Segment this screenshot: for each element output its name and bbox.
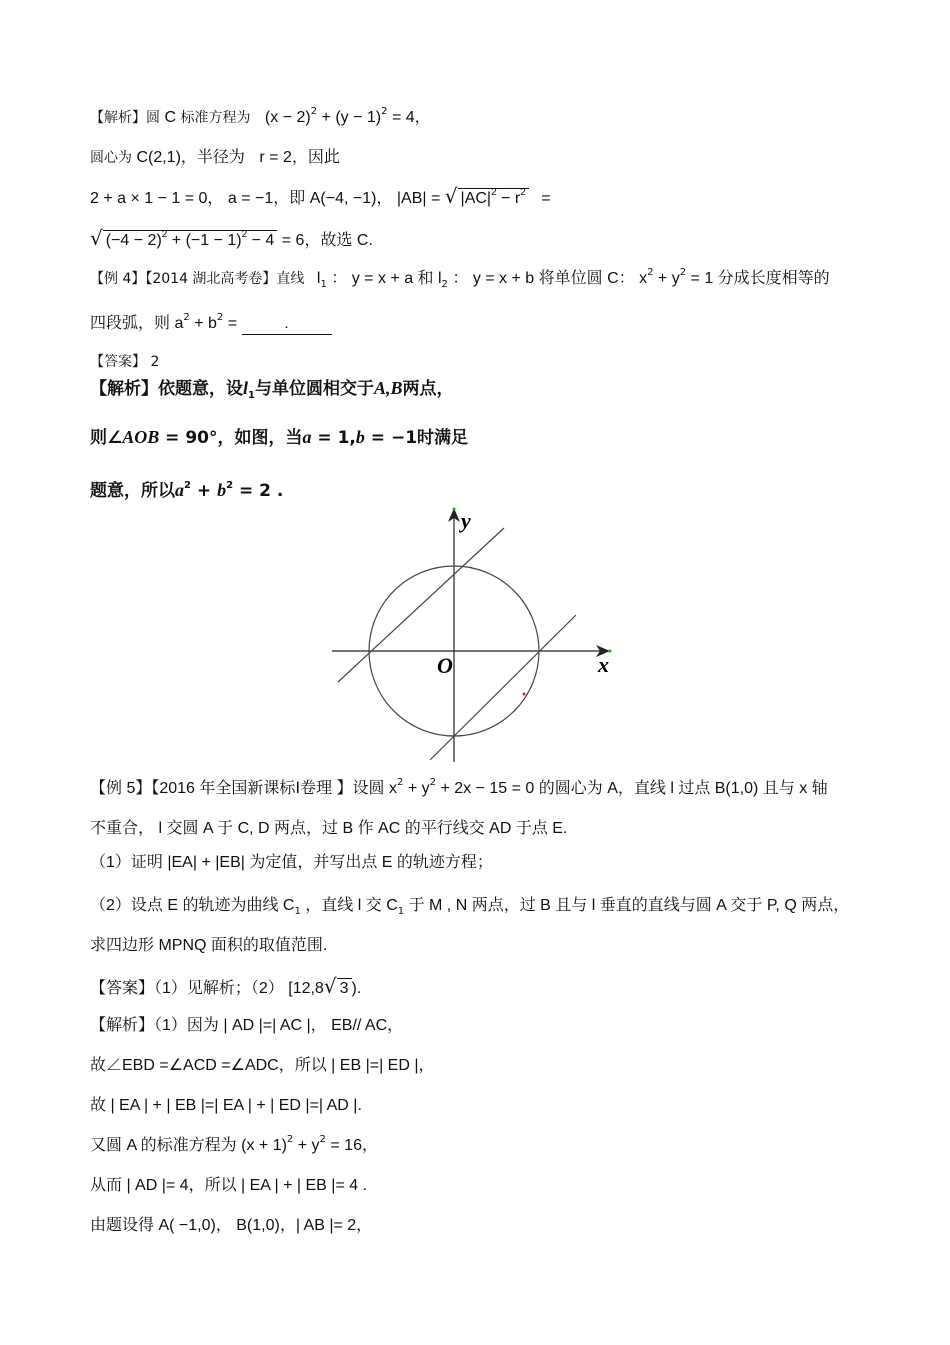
example-4-solution-1: 【解析】依题意，设$l_1$与单位圆相交于A,B两点， (90, 378, 454, 401)
sqrt-distance: $(-4 - 2)^2 + (-1 - 1)^2 - 4$ (103, 230, 278, 251)
sqrt-ac-r: $|AC|^2 - r^2$ (458, 188, 529, 209)
example-5-solution-2: 故∠EBD =∠ACD =∠ADC，所以 | EB |=| ED |， (90, 1057, 435, 1074)
green-dot-y (453, 508, 456, 511)
example-5-part-2: （2）设点 E 的轨迹为曲线 $C_1$ ，直线 l 交 $C_1$ 于 M , N 两点，过 B 且与 l 垂直的直线与圆 A 交于 P, Q 两点， (90, 897, 850, 917)
solution-line-3: 2 + a × 1 − 1 = 0， a = −1，即 A(−4, −1)， |AB| = √ $|AC|^2 - r^2$ = (90, 184, 551, 208)
origin-label: O (437, 653, 453, 678)
example-5-answer: 【答案】（1）见解析；（2） [12,8√ 3 ). (90, 974, 362, 998)
red-dot (523, 693, 526, 696)
unit-circle-figure (320, 500, 620, 770)
solution-line-4: √ $(-4 - 2)^2 + (-1 - 1)^2 - 4 = 6$，故选 C. (90, 226, 373, 250)
example-4-question-cont: 四段弧，则 $a^2 + b^2$ = . (90, 314, 332, 335)
example-5-solution-3: 故 | EA | + | EB |=| EA | + | ED |=| AD |. (90, 1097, 362, 1114)
example-5-question-1: 【例 5】【2016 年全国新课标Ⅰ卷理 】设圆 $x^2 + y^2 + 2x - 15 = 0$ 的圆心为 A，直线 l 过点 B(1,0) 且与 x 轴 (90, 777, 828, 797)
y-label: y (461, 508, 471, 533)
example-5-question-2: 不重合， l 交圆 A 于 C, D 两点，过 B 作 AC 的平行线交 AD 于点 E. (90, 820, 568, 837)
example-4-answer: 【答案】 2 (90, 354, 160, 370)
solution-line-1: 【解析】圆 C 标准方程为 $(x - 2)^2 + (y - 1)^2 = 4$， (90, 106, 431, 126)
example-5-solution-1: 【解析】（1）因为 | AD |=| AC |， EB// AC， (90, 1017, 404, 1034)
example-5-part-1: （1）证明 |EA| + |EB| 为定值，并写出点 E 的轨迹方程； (90, 854, 493, 871)
example-5-solution-4: 又圆 A 的标准方程为 $(x + 1)^2 + y^2 = 16$， (90, 1134, 378, 1154)
example-5-solution-5: 从而 | AD |= 4，所以 | EA | + | EB |= 4 . (90, 1177, 368, 1194)
line-l2 (430, 615, 576, 760)
example-5-solution-6: 由题设得 A( −1,0)， B(1,0)，| AB |= 2， (90, 1217, 373, 1234)
example-4-question: 【例 4】【2014 湖北高考卷】直线 $l_1$ ： y = x + a 和 $l_2$ ： y = x + b 将单位圆 C： $x^2 + y^2 = 1$ 分成长度相等的 (90, 267, 830, 290)
example-5-part-2-cont: 求四边形 MPNQ 面积的取值范围. (90, 937, 328, 954)
example-4-solution-3: 题意，所以$a^2 + b^2 = 2$ . (90, 480, 284, 501)
example-4-solution-2: 则∠AOB = 90°，如图，当a = 1,b = −1时满足 (90, 427, 469, 448)
solution-line-2: 圆心为 C(2,1)，半径为 r = 2，因此 (90, 149, 340, 166)
line-l1 (338, 528, 504, 682)
answer-blank: . (242, 314, 332, 335)
x-label: x (598, 652, 609, 677)
